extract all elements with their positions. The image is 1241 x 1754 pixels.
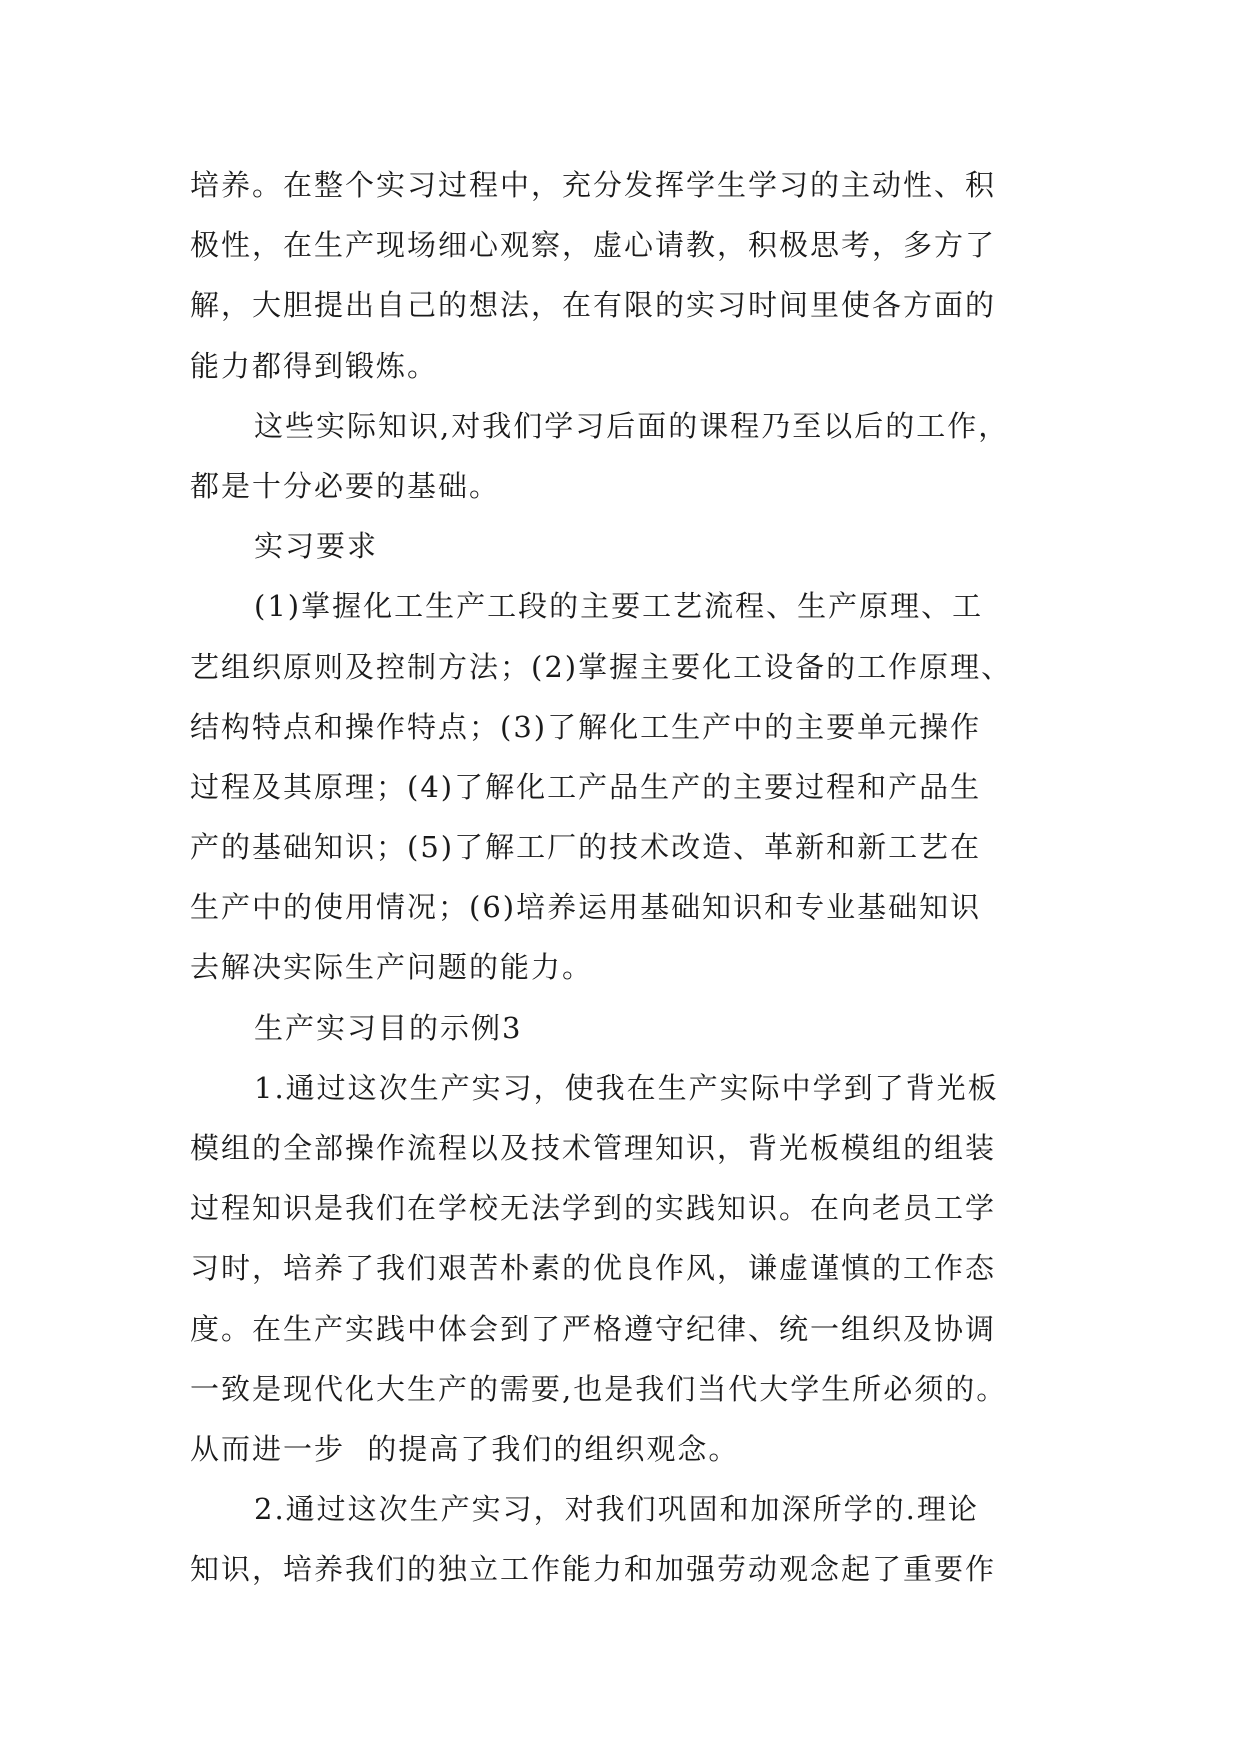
text-line: 过程及其原理；(4)了解化工产品生产的主要过程和产品生 — [190, 769, 982, 804]
text-line: 这些实际知识,对我们学习后面的课程乃至以后的工作， — [254, 408, 1010, 443]
text-line: 1.通过这次生产实习，使我在生产实际中学到了背光板 — [254, 1070, 999, 1105]
text-line: 知识，培养我们的独立工作能力和加强劳动观念起了重要作 — [190, 1552, 997, 1587]
text-line: 培养。在整个实习过程中，充分发挥学生学习的主动性、积 — [190, 168, 997, 202]
text-line: 结构特点和操作特点；(3)了解化工生产中的主要单元操作 — [190, 709, 982, 744]
section-heading: 实习要求 — [254, 529, 379, 564]
text-line: 能力都得到锻炼。 — [190, 348, 439, 383]
text-line: 模组的全部操作流程以及技术管理知识，背光板模组的组装 — [190, 1131, 997, 1165]
text-line: 度。在生产实践中体会到了严格遵守纪律、统一组织及协调 — [190, 1311, 997, 1346]
text-line: 从而进一步 的提高了我们的组织观念。 — [190, 1431, 740, 1466]
text-line: 产的基础知识；(5)了解工厂的技术改造、革新和新工艺在 — [190, 830, 982, 865]
text-line: 去解决实际生产问题的能力。 — [190, 950, 594, 985]
text-line: 一致是现代化大生产的需要,也是我们当代大学生所必须的。 — [190, 1371, 1008, 1406]
text-line: 都是十分必要的基础。 — [190, 468, 501, 503]
text-line: 过程知识是我们在学校无法学到的实践知识。在向老员工学 — [190, 1191, 997, 1226]
text-line: 生产中的使用情况；(6)培养运用基础知识和专业基础知识 — [190, 890, 982, 925]
text-line: 艺组织原则及控制方法；(2)掌握主要化工设备的工作原理、 — [190, 649, 1013, 684]
text-line: 解，大胆提出自己的想法，在有限的实习时间里使各方面的 — [190, 288, 997, 323]
document-body — [190, 155, 1070, 1600]
text-line: 2.通过这次生产实习，对我们巩固和加深所学的.理论 — [254, 1492, 979, 1527]
text-line: 极性，在生产现场细心观察，虚心请教，积极思考，多方了 — [190, 228, 997, 263]
text-line: 习时，培养了我们艰苦朴素的优良作风，谦虚谨慎的工作态 — [190, 1251, 997, 1286]
section-heading: 生产实习目的示例3 — [254, 1010, 523, 1045]
text-line: (1)掌握化工生产工段的主要工艺流程、生产原理、工 — [254, 589, 984, 624]
